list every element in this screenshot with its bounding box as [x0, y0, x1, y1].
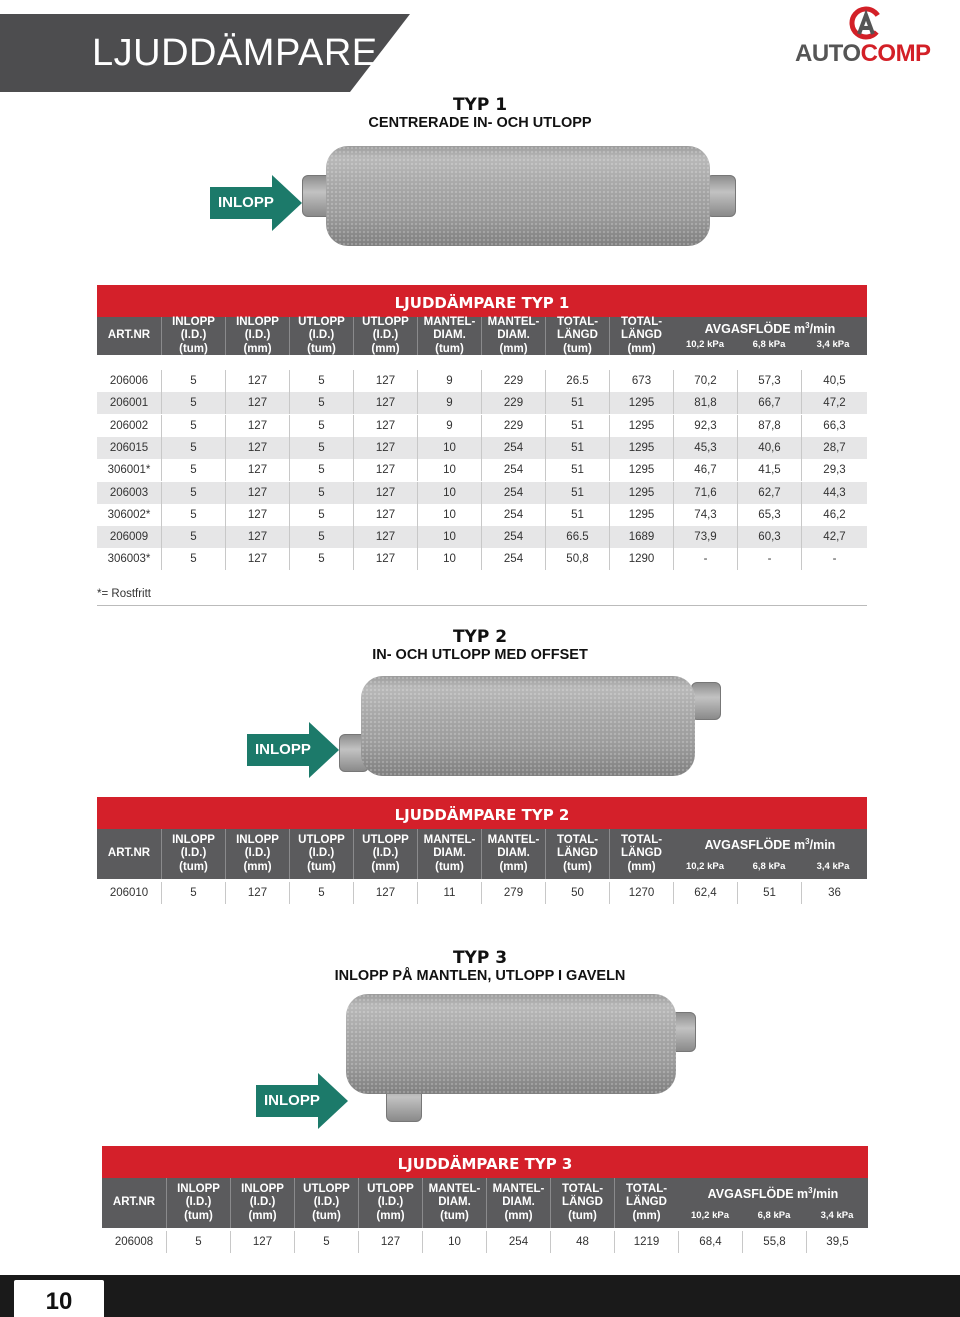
typ1-muffler-image — [298, 140, 738, 260]
table-row — [97, 882, 867, 904]
table-cell: 5 — [161, 526, 225, 548]
table-cell: 306001* — [107, 464, 151, 477]
header-mantel-tum: MANTEL- DIAM. (tum) — [422, 1178, 486, 1228]
header-inlopp-mm: INLOPP (I.D.) (mm) — [230, 1178, 294, 1228]
table-cell: 62,4 — [673, 882, 737, 904]
typ2-subtitle: IN- OCH UTLOPP MED OFFSET — [372, 647, 588, 663]
table-cell: 51 — [545, 392, 609, 414]
table-cell: 254 — [481, 482, 545, 504]
table-cell: 47,2 — [801, 392, 867, 414]
table-cell: 5 — [289, 482, 353, 504]
table-cell: 306003* — [107, 553, 151, 566]
header-utlopp-tum: UTLOPP (I.D.) (tum) — [294, 1178, 358, 1228]
table-cell: 41,5 — [737, 459, 801, 481]
typ2-inlopp-arrow — [247, 722, 339, 778]
table-cell: 127 — [225, 392, 289, 414]
table-cell: 9 — [417, 392, 481, 414]
table-cell: 206015 — [109, 441, 149, 454]
table-cell: 36 — [801, 882, 867, 904]
typ3-inlopp-label: INLOPP — [264, 1092, 320, 1109]
header-total-mm: TOTAL- LÄNGD (mm) — [609, 829, 673, 879]
table-cell: 5 — [161, 459, 225, 481]
table-cell: 70,2 — [673, 370, 737, 392]
typ1-inlopp-label: INLOPP — [218, 194, 274, 211]
header-utlopp-tum: UTLOPP (I.D.) (tum) — [289, 829, 353, 879]
table-cell: 279 — [481, 882, 545, 904]
typ2-inlopp-label: INLOPP — [255, 741, 311, 758]
typ1-subtitle: CENTRERADE IN- OCH UTLOPP — [368, 115, 592, 131]
header-p3: 3,4 kPa — [816, 861, 850, 872]
table-cell: 306002* — [107, 508, 151, 521]
header-art-nr: ART.NR — [107, 329, 151, 342]
table-cell: 127 — [225, 437, 289, 459]
table-row — [97, 459, 867, 481]
table-cell: 57,3 — [737, 370, 801, 392]
table-cell: 5 — [161, 504, 225, 526]
table-cell: 206003 — [109, 486, 149, 499]
table-cell: 1219 — [614, 1231, 678, 1253]
header-inlopp-tum: INLOPP (I.D.) (tum) — [166, 1178, 230, 1228]
table-header — [102, 1178, 868, 1228]
table-cell: 5 — [289, 882, 353, 904]
table-cell: 10 — [417, 504, 481, 526]
table-cell: 87,8 — [737, 415, 801, 437]
table-cell: 66.5 — [545, 526, 609, 548]
table-cell: 46,2 — [801, 504, 867, 526]
table-cell: 92,3 — [673, 415, 737, 437]
table-cell: 206010 — [109, 887, 149, 899]
header-p1: 10,2 kPa — [685, 339, 725, 350]
table-cell: 10 — [422, 1231, 486, 1253]
table-cell: 1295 — [609, 415, 673, 437]
table-cell: 127 — [225, 504, 289, 526]
table-cell: 1689 — [609, 526, 673, 548]
table-cell: 127 — [225, 370, 289, 392]
table-cell: 1270 — [609, 882, 673, 904]
header-total-tum: TOTAL- LÄNGD (tum) — [545, 829, 609, 879]
table-cell: 254 — [481, 437, 545, 459]
header-utlopp-mm: UTLOPP (I.D.) (mm) — [358, 1178, 422, 1228]
table-cell: 5 — [289, 548, 353, 570]
logo-text-comp: COMP — [860, 40, 931, 67]
table-cell: 5 — [289, 437, 353, 459]
typ3-inlopp-arrow — [256, 1073, 348, 1129]
table-cell: - — [801, 548, 867, 570]
header-total-mm: TOTAL- LÄNGD (mm) — [609, 317, 673, 355]
table-cell: 1295 — [609, 392, 673, 414]
header-inlopp-tum: INLOPP (I.D.) (tum) — [161, 317, 225, 355]
table-cell: 51 — [545, 437, 609, 459]
table-cell: 127 — [225, 882, 289, 904]
table-cell: 127 — [225, 482, 289, 504]
header-p3: 3,4 kPa — [820, 1210, 854, 1221]
header-utlopp-tum: UTLOPP (I.D.) (tum) — [289, 317, 353, 355]
divider — [97, 605, 867, 606]
header-inlopp-mm: INLOPP (I.D.) (mm) — [225, 829, 289, 879]
table-cell: 254 — [481, 526, 545, 548]
typ1-title: TYP 1 — [452, 95, 508, 115]
table-cell: 74,3 — [673, 504, 737, 526]
table-cell: 71,6 — [673, 482, 737, 504]
table-cell: 9 — [417, 370, 481, 392]
header-inlopp-mm: INLOPP (I.D.) (mm) — [225, 317, 289, 355]
typ3-table-title: LJUDDÄMPARE TYP 3 — [102, 1146, 868, 1178]
table-cell: 127 — [353, 504, 417, 526]
table-cell: 5 — [161, 482, 225, 504]
header-art-nr: ART.NR — [112, 1196, 156, 1209]
header-mantel-mm: MANTEL- DIAM. (mm) — [481, 317, 545, 355]
header-inlopp-tum: INLOPP (I.D.) (tum) — [161, 829, 225, 879]
table-cell: 127 — [353, 526, 417, 548]
table-cell: 81,8 — [673, 392, 737, 414]
table-cell: 1295 — [609, 482, 673, 504]
table-cell: 45,3 — [673, 437, 737, 459]
table-cell: 1295 — [609, 437, 673, 459]
table-header — [97, 317, 867, 355]
table-cell: 5 — [161, 437, 225, 459]
table-row — [102, 1231, 868, 1253]
table-row — [97, 437, 867, 459]
header-p2: 6,8 kPa — [752, 861, 786, 872]
table-cell: 206002 — [109, 419, 149, 432]
header-total-tum: TOTAL- LÄNGD (tum) — [545, 317, 609, 355]
table-cell: 10 — [417, 526, 481, 548]
table-cell: 127 — [353, 482, 417, 504]
header-mantel-tum: MANTEL- DIAM. (tum) — [417, 829, 481, 879]
typ1-table — [97, 285, 867, 575]
header-p2: 6,8 kPa — [757, 1210, 791, 1221]
table-cell: 65,3 — [737, 504, 801, 526]
table-cell: 42,7 — [801, 526, 867, 548]
table-row — [97, 548, 867, 570]
table-cell: 10 — [417, 548, 481, 570]
footnote: *= Rostfritt — [97, 588, 152, 600]
logo-text-auto: AUTO — [795, 40, 861, 67]
table-cell: 5 — [161, 392, 225, 414]
table-cell: 5 — [161, 882, 225, 904]
table-cell: 51 — [545, 459, 609, 481]
table-cell: 127 — [225, 548, 289, 570]
table-cell: 68,4 — [678, 1231, 742, 1253]
table-row — [97, 392, 867, 414]
table-cell: 206001 — [109, 397, 149, 410]
table-cell: 127 — [225, 459, 289, 481]
table-cell: 11 — [417, 882, 481, 904]
table-row — [97, 526, 867, 548]
typ2-title: TYP 2 — [452, 627, 508, 647]
header-art-nr: ART.NR — [107, 847, 151, 860]
table-cell: 29,3 — [801, 459, 867, 481]
table-cell: 50 — [545, 882, 609, 904]
typ3-title: TYP 3 — [452, 948, 508, 968]
table-cell: 254 — [481, 459, 545, 481]
typ1-inlopp-arrow — [210, 175, 302, 231]
typ2-table-title: LJUDDÄMPARE TYP 2 — [97, 797, 867, 829]
header-p1: 10,2 kPa — [690, 1210, 730, 1221]
table-cell: - — [737, 548, 801, 570]
table-cell: 5 — [161, 415, 225, 437]
table-cell: 127 — [353, 459, 417, 481]
table-cell: 5 — [289, 415, 353, 437]
table-cell: 10 — [417, 482, 481, 504]
header-utlopp-mm: UTLOPP (I.D.) (mm) — [353, 829, 417, 879]
table-cell: 206008 — [114, 1236, 154, 1248]
table-cell: 9 — [417, 415, 481, 437]
table-cell: 10 — [417, 459, 481, 481]
header-avgasflode: AVGASFLÖDE $m^3/\min$ — [704, 837, 836, 853]
table-cell: 60,3 — [737, 526, 801, 548]
table-row — [97, 482, 867, 504]
typ2-table — [97, 797, 867, 907]
table-cell: 66,3 — [801, 415, 867, 437]
table-cell: 51 — [545, 504, 609, 526]
table-cell: 127 — [230, 1231, 294, 1253]
table-row — [97, 504, 867, 526]
table-cell: 206006 — [109, 375, 149, 387]
table-cell: 5 — [289, 459, 353, 481]
table-cell: 1295 — [609, 459, 673, 481]
table-cell: 62,7 — [737, 482, 801, 504]
typ3-table — [102, 1146, 868, 1256]
table-cell: 127 — [353, 548, 417, 570]
table-cell: 5 — [289, 392, 353, 414]
table-cell: 127 — [353, 437, 417, 459]
table-cell: 127 — [353, 392, 417, 414]
table-cell: 673 — [609, 370, 673, 392]
table-cell: 73,9 — [673, 526, 737, 548]
footer-band — [0, 1275, 960, 1317]
table-cell: 10 — [417, 437, 481, 459]
typ2-muffler-image — [335, 672, 725, 782]
table-cell: 44,3 — [801, 482, 867, 504]
header-mantel-mm: MANTEL- DIAM. (mm) — [481, 829, 545, 879]
table-cell: 46,7 — [673, 459, 737, 481]
header-mantel-mm: MANTEL- DIAM. (mm) — [486, 1178, 550, 1228]
table-cell: 5 — [166, 1231, 230, 1253]
table-cell: 127 — [353, 370, 417, 392]
header-mantel-tum: MANTEL- DIAM. (tum) — [417, 317, 481, 355]
header-p3: 3,4 kPa — [816, 339, 850, 350]
header-total-tum: TOTAL- LÄNGD (tum) — [550, 1178, 614, 1228]
table-cell: 127 — [225, 415, 289, 437]
table-cell: 1290 — [609, 548, 673, 570]
table-cell: 40,6 — [737, 437, 801, 459]
table-cell: 28,7 — [801, 437, 867, 459]
header-p2: 6,8 kPa — [752, 339, 786, 350]
table-cell: 127 — [353, 415, 417, 437]
header-utlopp-mm: UTLOPP (I.D.) (mm) — [353, 317, 417, 355]
table-cell: 40,5 — [801, 370, 867, 392]
header-p1: 10,2 kPa — [685, 861, 725, 872]
table-cell: 254 — [481, 504, 545, 526]
table-cell: 229 — [481, 415, 545, 437]
table-header — [97, 829, 867, 879]
table-cell: 254 — [486, 1231, 550, 1253]
table-cell: 39,5 — [806, 1231, 868, 1253]
page-number: 10 — [45, 1288, 73, 1315]
table-cell: 127 — [353, 882, 417, 904]
table-cell: 127 — [225, 526, 289, 548]
table-cell: 51 — [545, 415, 609, 437]
table-cell: 206009 — [109, 531, 149, 544]
table-cell: 51 — [737, 882, 801, 904]
table-cell: 51 — [545, 482, 609, 504]
table-cell: 229 — [481, 392, 545, 414]
typ3-muffler-image — [340, 990, 710, 1130]
table-row — [97, 370, 867, 392]
typ3-subtitle: INLOPP PÅ MANTLEN, UTLOPP I GAVELN — [334, 968, 626, 984]
table-cell: 5 — [161, 370, 225, 392]
table-cell: 5 — [289, 370, 353, 392]
typ1-table-title: LJUDDÄMPARE TYP 1 — [97, 285, 867, 317]
table-row — [97, 415, 867, 437]
header-total-mm: TOTAL- LÄNGD (mm) — [614, 1178, 678, 1228]
table-cell: 5 — [161, 548, 225, 570]
table-cell: 66,7 — [737, 392, 801, 414]
table-cell: 26.5 — [545, 370, 609, 392]
table-cell: 48 — [550, 1231, 614, 1253]
table-cell: 5 — [289, 504, 353, 526]
table-cell: 55,8 — [742, 1231, 806, 1253]
table-cell: - — [673, 548, 737, 570]
page-title: LJUDDÄMPARE — [92, 32, 378, 74]
table-cell: 5 — [294, 1231, 358, 1253]
table-cell: 50,8 — [545, 548, 609, 570]
table-cell: 1295 — [609, 504, 673, 526]
table-cell: 5 — [289, 526, 353, 548]
header-avgasflode: AVGASFLÖDE $m^3/\min$ — [704, 321, 836, 337]
autocomp-logo — [795, 6, 940, 68]
header-avgasflode: AVGASFLÖDE $m^3/\min$ — [707, 1186, 839, 1202]
table-cell: 254 — [481, 548, 545, 570]
table-cell: 127 — [358, 1231, 422, 1253]
table-cell: 229 — [481, 370, 545, 392]
